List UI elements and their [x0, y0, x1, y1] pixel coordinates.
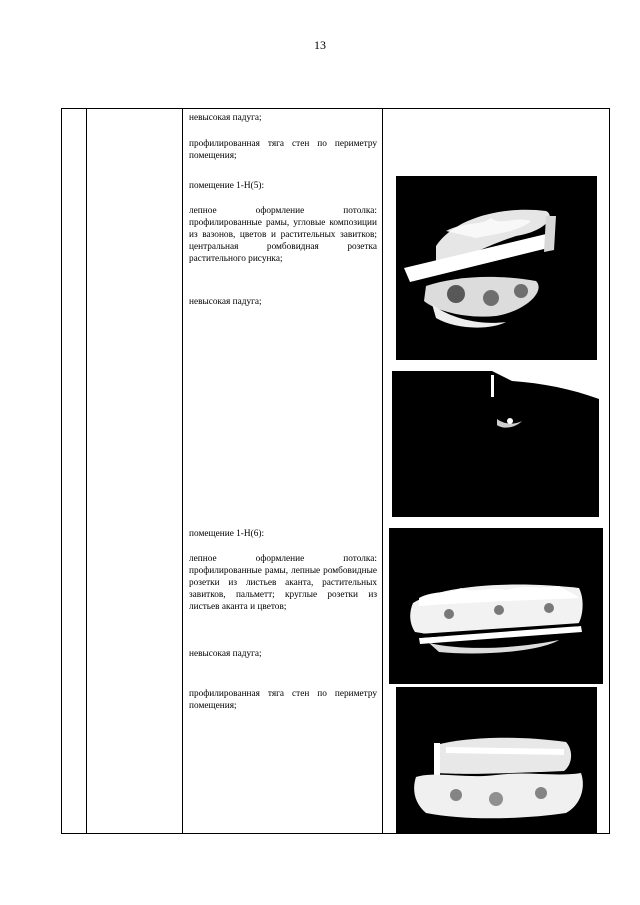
table-cell-photos — [383, 109, 610, 834]
description-paragraph: невысокая падуга; — [189, 649, 262, 659]
description-paragraph: невысокая падуга; — [189, 297, 262, 307]
room-heading: помещение 1-Н(6): — [189, 529, 265, 539]
photo-ceiling-molding-band — [389, 528, 603, 684]
photo-ceiling-molding-band-image — [389, 528, 603, 684]
monument-description-table — [61, 108, 610, 834]
photo-ceiling-dark-view-image — [392, 371, 599, 517]
table-cell-object — [87, 109, 183, 834]
description-paragraph: профилированная тяга стен по периметру помещения; — [189, 689, 377, 711]
photo-ceiling-corner-composition-image — [396, 176, 597, 360]
description-paragraph: профилированная тяга стен по периметру помещения; — [189, 139, 377, 161]
photo-wall-cornice-image — [396, 687, 597, 833]
table-cell-number — [62, 109, 87, 834]
photo-ceiling-dark-view — [392, 371, 599, 517]
description-paragraph: лепное оформление потолка: профилированные рамы, лепные ромбовидные розетки из листьев аканта, растительных завитков, пальметт; круглые розетки из листьев аканта и цветов; — [189, 554, 377, 612]
photo-ceiling-corner-composition — [396, 176, 597, 360]
page-number: 13 — [314, 38, 326, 52]
description-paragraph: лепное оформление потолка: профилированные рамы, угловые композиции из вазонов, цветов и растительных завитков; центральная ромбовидная розетка растительного рисунка; — [189, 206, 377, 264]
photo-wall-cornice — [396, 687, 597, 833]
room-heading: помещение 1-Н(5): — [189, 181, 265, 191]
description-paragraph: невысокая падуга; — [189, 113, 262, 123]
table-cell-description — [183, 109, 383, 834]
table-row — [62, 109, 610, 834]
